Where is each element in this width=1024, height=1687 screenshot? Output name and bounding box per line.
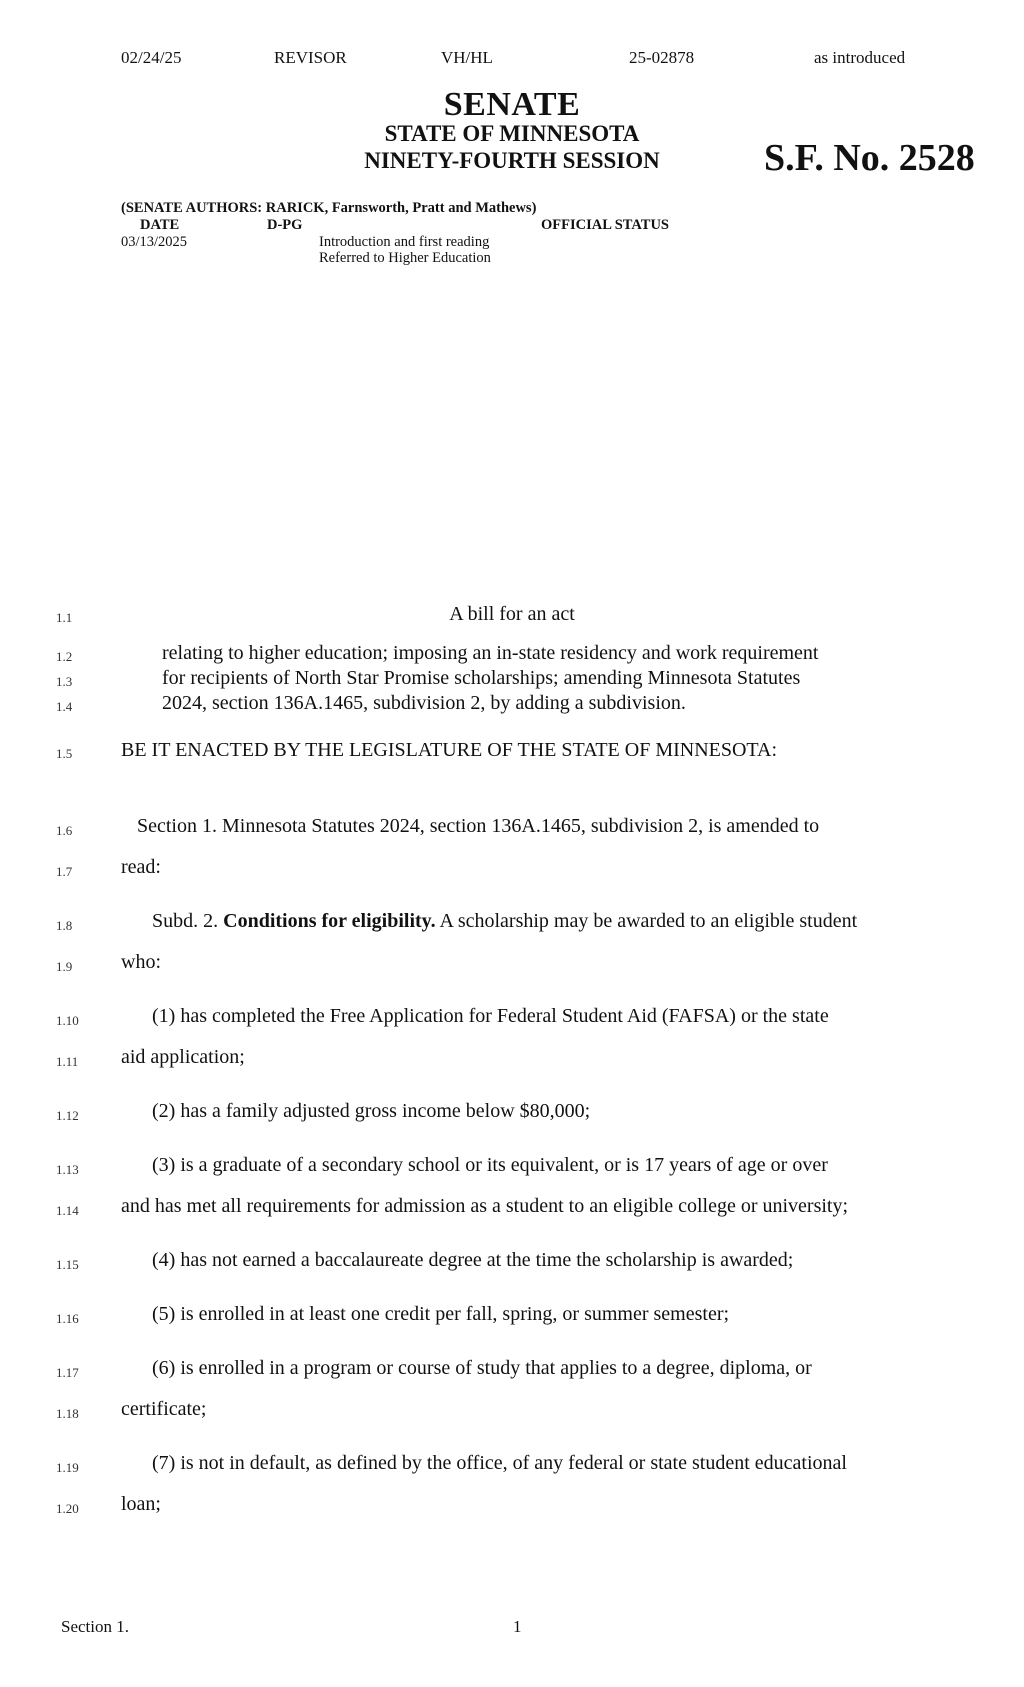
clause-line: (6) is enrolled in a program or course of study that applies to a degree, diploma, or [152, 1357, 812, 1379]
section-line: Section 1. Minnesota Statutes 2024, section 136A.1465, subdivision 2, is amended to [137, 815, 820, 837]
line-number: 1.7 [56, 864, 73, 879]
line-number: 1.10 [56, 1013, 79, 1028]
line-number: 1.12 [56, 1108, 79, 1123]
status-table-header-status: OFFICIAL STATUS [541, 217, 669, 233]
clause-line: (2) has a family adjusted gross income below $80,000; [152, 1100, 591, 1122]
line-number: 1.8 [56, 918, 73, 933]
header-status: as introduced [814, 48, 906, 67]
line-number: 1.16 [56, 1311, 79, 1326]
subdivision-line: Subd. 2. Conditions for eligibility. A scholarship may be awarded to an eligible student [152, 910, 858, 932]
clause-line: and has met all requirements for admission as a student to an eligible college or university; [121, 1195, 849, 1217]
senate-authors: (SENATE AUTHORS: RARICK, Farnsworth, Pratt and Mathews) [121, 200, 537, 216]
clause-line: certificate; [121, 1398, 207, 1420]
line-number: 1.9 [56, 959, 73, 974]
clause-line: aid application; [121, 1046, 245, 1068]
line-number: 1.2 [56, 649, 73, 664]
line-number: 1.17 [56, 1365, 79, 1380]
line-number: 1.20 [56, 1501, 79, 1516]
line-number: 1.6 [56, 823, 73, 838]
line-number: 1.5 [56, 746, 73, 761]
footer-section: Section 1. [61, 1617, 129, 1636]
bill-title-line: relating to higher education; imposing an in-state residency and work requirement [162, 642, 819, 664]
header-revisor: REVISOR [274, 48, 347, 67]
line-number: 1.11 [56, 1054, 79, 1069]
state-title: STATE OF MINNESOTA [384, 121, 640, 146]
line-number: 1.3 [56, 674, 73, 689]
bill-number: S.F. No. 2528 [764, 137, 975, 179]
clause-line: (1) has completed the Free Application for Federal Student Aid (FAFSA) or the state [152, 1005, 829, 1027]
header-doc-number: 25-02878 [629, 48, 695, 67]
line-number: 1.18 [56, 1406, 79, 1421]
clause-line: loan; [121, 1493, 161, 1515]
subdivision-heading: Conditions for eligibility. [223, 910, 436, 932]
line-number: 1.15 [56, 1257, 79, 1272]
header-initials: VH/HL [441, 48, 493, 67]
section-line: read: [121, 856, 161, 878]
line-number: 1.14 [56, 1203, 79, 1218]
clause-line: (7) is not in default, as defined by the office, of any federal or state student educational [152, 1452, 847, 1474]
status-table-header-dpg: D-PG [267, 217, 303, 233]
enacting-clause: BE IT ENACTED BY THE LEGISLATURE OF THE STATE OF MINNESOTA: [121, 739, 778, 761]
subdivision-line: who: [121, 951, 161, 973]
status-row-text: Introduction and first reading [319, 234, 490, 250]
clause-line: (3) is a graduate of a secondary school or its equivalent, or is 17 years of age or over [152, 1154, 828, 1176]
clause-line: (4) has not earned a baccalaureate degree at the time the scholarship is awarded; [152, 1249, 794, 1271]
clause-line: (5) is enrolled in at least one credit per fall, spring, or summer semester; [152, 1303, 730, 1325]
status-row-date: 03/13/2025 [121, 234, 188, 250]
page-number: 1 [513, 1617, 522, 1636]
status-table-header-date: DATE [140, 217, 180, 233]
chamber-title: SENATE [443, 86, 581, 123]
line-number: 1.1 [56, 610, 73, 625]
session-title: NINETY-FOURTH SESSION [364, 148, 660, 173]
header-date: 02/24/25 [121, 48, 182, 67]
status-row-text: Referred to Higher Education [319, 250, 491, 266]
line-number: 1.13 [56, 1162, 79, 1177]
bill-title-line: 2024, section 136A.1465, subdivision 2, by adding a subdivision. [162, 692, 686, 714]
line-number: 1.4 [56, 699, 73, 714]
line-number: 1.19 [56, 1460, 79, 1475]
bill-for-act-heading: A bill for an act [449, 603, 575, 625]
bill-title-line: for recipients of North Star Promise scholarships; amending Minnesota Statutes [162, 667, 801, 689]
